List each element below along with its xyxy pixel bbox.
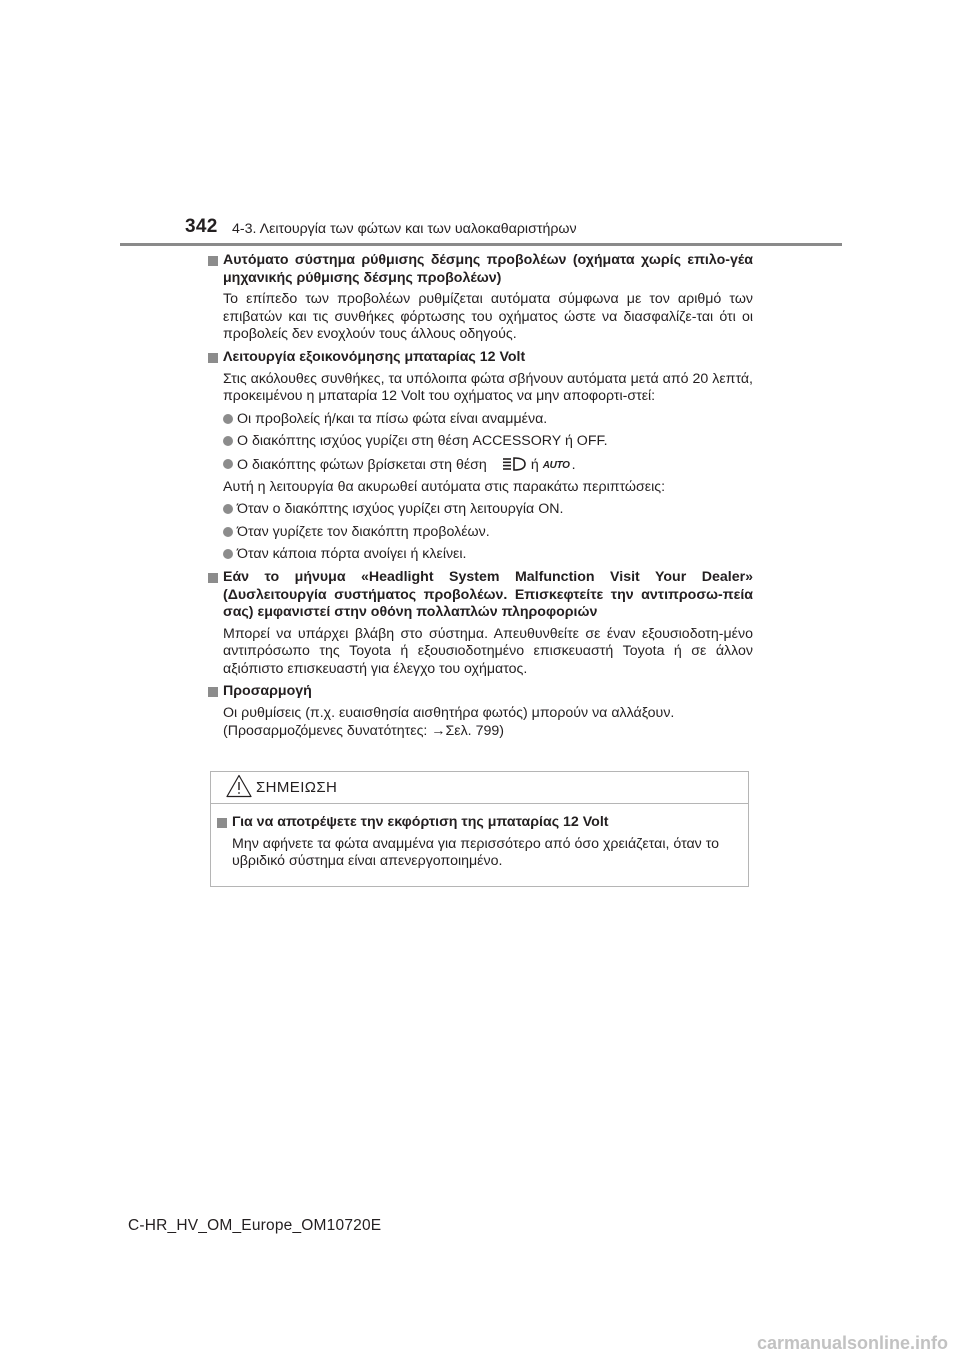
list-item: Όταν κάποια πόρτα ανοίγει ή κλείνει. — [223, 546, 753, 564]
headlamp-icon — [501, 456, 527, 472]
list-item: Ο διακόπτης φώτων βρίσκεται στη θέση ή AUTO . — [223, 456, 753, 475]
round-bullet-icon — [223, 459, 233, 469]
notice-item-text: Μην αφήνετε τα φώτα αναμμένα για περισσότερο από όσο χρειάζεται, όταν το υβριδικό σύστημα είναι απενεργοποιημένο. — [232, 835, 720, 870]
square-bullet-icon — [208, 573, 218, 583]
round-bullet-icon — [223, 527, 233, 537]
square-bullet-icon — [217, 818, 227, 828]
round-bullet-icon — [223, 549, 233, 559]
list-item: Όταν ο διακόπτης ισχύος γυρίζει στη λειτουργία ON. — [223, 501, 753, 519]
section-text: Οι ρυθμίσεις (π.χ. ευαισθησία αισθητήρα φωτός) μπορούν να αλλάξουν. (Προσαρμοζόμενες δυνατότητες: →Σελ. 799) — [223, 705, 753, 740]
main-content — [208, 252, 753, 745]
section-heading: Αυτόματο σύστημα ρύθμισης δέσμης προβολέων (οχήματα χωρίς επιλο-γέα μηχανικής ρύθμισης δέσμης προβολέων) — [208, 252, 753, 287]
section-heading: Λειτουργία εξοικονόμησης μπαταρίας 12 Volt — [208, 349, 753, 367]
watermark: carmanualsonline.info — [756, 1333, 948, 1353]
round-bullet-icon — [223, 504, 233, 514]
page-reference-link[interactable]: (Προσαρμοζόμενες δυνατότητες: →Σελ. 799) — [223, 722, 504, 739]
notice-item-heading: Για να αποτρέψετε την εκφόρτιση της μπαταρίας 12 Volt — [217, 814, 742, 832]
section-text: Αυτή η λειτουργία θα ακυρωθεί αυτόματα στις παρακάτω περιπτώσεις: — [223, 478, 666, 495]
section-text: Το επίπεδο των προβολέων ρυθμίζεται αυτόματα σύμφωνα με τον αριθμό των επιβατών και τις συνθήκες φόρτωσης του οχήματος ώστε να διασφαλίζε-ται ότι οι προβολείς δεν ενοχλούν τους άλλους οδηγούς. — [223, 291, 753, 343]
document-code: C-HR_HV_OM_Europe_OM10720E — [128, 1217, 382, 1234]
square-bullet-icon — [208, 687, 218, 697]
notice-box — [210, 771, 749, 887]
warning-triangle-icon — [226, 774, 252, 798]
section-battery-saver — [208, 349, 753, 564]
section-customization — [208, 683, 753, 740]
round-bullet-icon — [223, 436, 233, 446]
square-bullet-icon — [208, 256, 218, 266]
notice-header — [211, 772, 748, 804]
page-number: 342 — [185, 216, 218, 237]
list-item: Όταν γυρίζετε τον διακόπτη προβολέων. — [223, 524, 753, 542]
auto-icon: AUTO — [542, 459, 570, 471]
list-item: Οι προβολείς ή/και τα πίσω φώτα είναι αναμμένα. — [223, 411, 753, 429]
section-heading: Εάν το μήνυμα «Headlight System Malfunction Visit Your Dealer» (Δυσλειτουργία συστήματος προβολέων. Επισκεφτείτε την αντιπροσω-πεία σας) εμφανιστεί στην οθόνη πολλαπλών πληροφοριών — [208, 569, 753, 622]
section-heading: Προσαρμογή — [208, 683, 753, 701]
list-item: Ο διακόπτης ισχύος γυρίζει στη θέση ACCESSORY ή OFF. — [223, 433, 753, 451]
notice-body — [217, 814, 742, 871]
section-text: Στις ακόλουθες συνθήκες, τα υπόλοιπα φώτα σβήνουν αυτόματα μετά από 20 λεπτά, προκειμένου η μπαταρία 12 Volt του οχήματος να μην αποφορτι-στεί: — [223, 370, 753, 405]
header-rule — [120, 243, 842, 246]
round-bullet-icon — [223, 414, 233, 424]
section-malfunction-message — [208, 569, 753, 679]
section-title: 4-3. Λειτουργία των φώτων και των υαλοκαθαριστήρων — [232, 221, 577, 237]
section-text: Μπορεί να υπάρχει βλάβη στο σύστημα. Απευθυνθείτε σε έναν εξουσιοδοτη-μένο αντιπρόσωπο της Toyota ή εξουσιοδοτημένο επισκευαστή Toyota ή σε άλλον αξιόπιστο επισκευαστή για έλεγχο του οχήματος. — [223, 625, 753, 677]
notice-title: ΣΗΜΕΙΩΣΗ — [256, 779, 338, 796]
section-auto-leveling — [208, 252, 753, 344]
square-bullet-icon — [208, 353, 218, 363]
